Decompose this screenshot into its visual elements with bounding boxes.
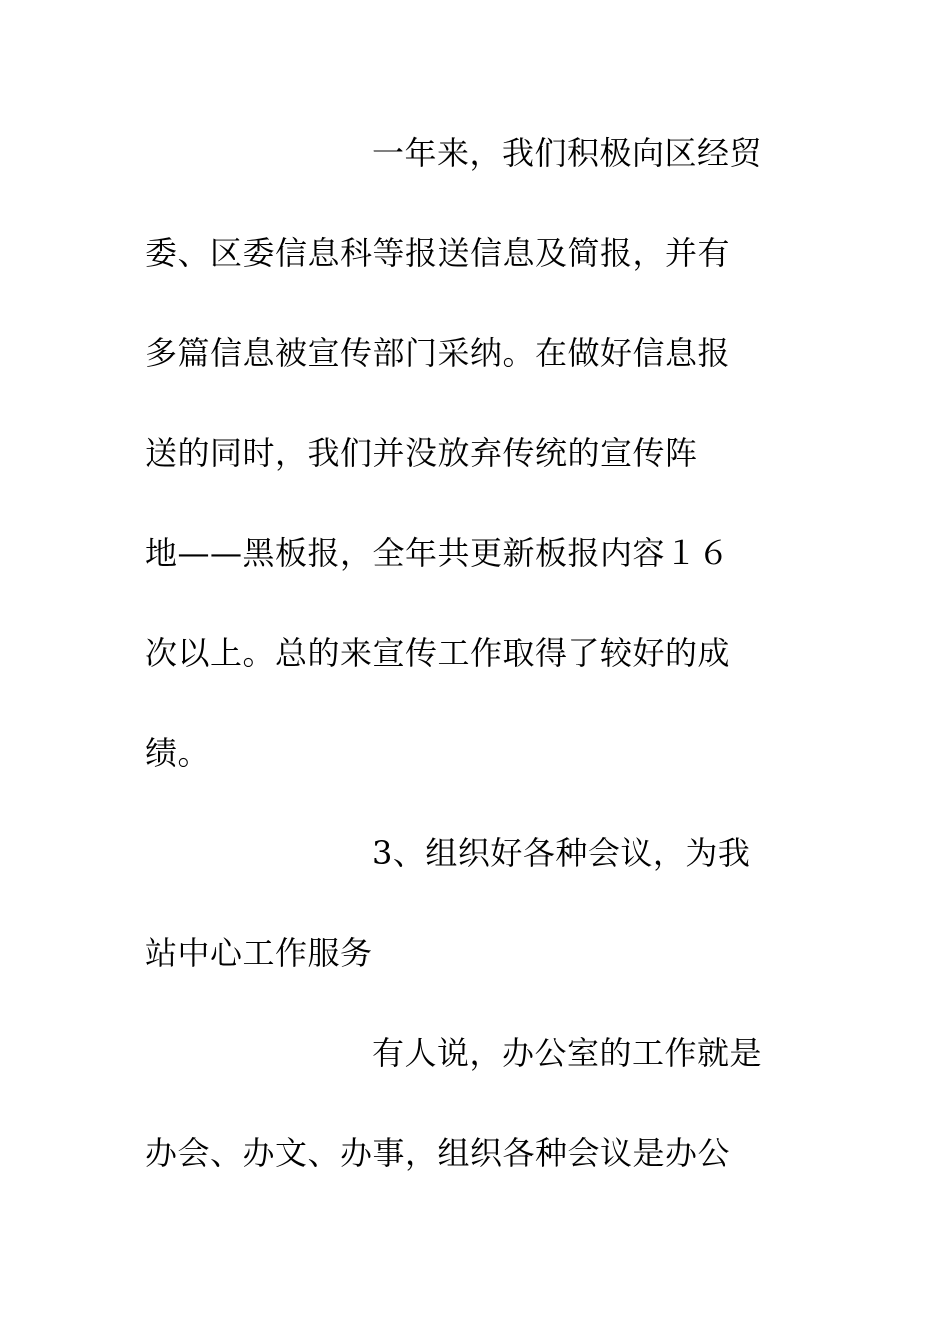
paragraph-line-8: 有人说，办公室的工作就是 <box>372 1034 763 1072</box>
paragraph-line-6: 次以上。总的来宣传工作取得了较好的成 <box>145 634 731 672</box>
paragraph-line-3: 多篇信息被宣传部门采纳。在做好信息报 <box>145 334 731 372</box>
paragraph-line-9: 办会、办文、办事，组织各种会议是办公 <box>145 1134 731 1172</box>
paragraph-line-4: 送的同时，我们并没放弃传统的宣传阵 <box>145 434 698 472</box>
section-heading-line-1: 3、组织好各种会议，为我 <box>372 834 751 872</box>
paragraph-line-2: 委、区委信息科等报送信息及简报，并有 <box>145 234 731 272</box>
section-heading-line-2: 站中心工作服务 <box>145 934 373 972</box>
paragraph-line-5: 地——黑板报，全年共更新板报内容１６ <box>145 534 731 572</box>
paragraph-line-7: 绩。 <box>145 734 211 772</box>
paragraph-line-1: 一年来，我们积极向区经贸 <box>372 134 763 172</box>
